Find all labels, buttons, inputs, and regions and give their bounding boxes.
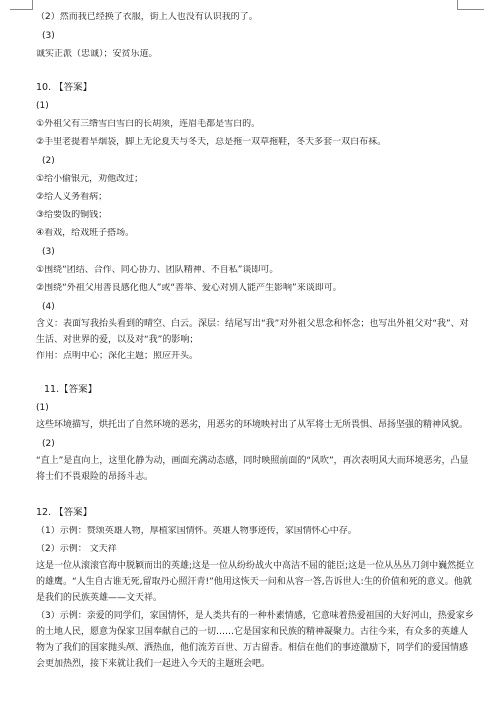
subquestion-number: (2) [42, 156, 55, 166]
answer-line: ②手里老提着旱烟袋，脚上无论夏天与冬天，总是拖一双草拖鞋，冬天多套一双白布袜。 [36, 137, 387, 147]
subquestion-number: (3) [42, 31, 55, 41]
answer-paragraph: 含义：表面写我抬头看到的晴空、白云。深层：结尾写出“我”对外祖父思念和怀念；也写出外祖父对“我”、对生活、对世界的爱，以及对“我”的影响； [36, 319, 469, 345]
document-page [36, 10, 476, 672]
subquestion-number: (3) [42, 247, 55, 257]
answer-line: （2）然而我已经换了衣服，街上人也没有认识我的了。 [36, 12, 258, 22]
answer-line: ④看戏，给戏班子搭场。 [36, 228, 135, 238]
answer-line: ③给要饭的铜钱； [36, 210, 108, 220]
answer-heading-12: 12. 【答案】 [36, 507, 93, 518]
answer-paragraph: 这些环境描写，烘托出了自然环境的恶劣，用恶劣的环境映衬出了从军将士无所畏惧、昂扬坚强的精神风貌。 [36, 420, 469, 430]
page-corner-mark-right [457, 0, 484, 10]
answer-line: ②围绕“外祖父用善良感化他人”或“善举、爱心对别人能产生影响”来谈即可。 [36, 283, 342, 293]
answer-paragraph: “直上”是直向上，这里化静为动，画面充满动态感，同时映照前面的“风吹”，再次表明风大而环境恶劣，凸显将士们不畏艰险的昂扬斗志。 [36, 456, 469, 482]
answer-line: 作用：点明中心；深化主题；照应开头。 [36, 351, 199, 361]
answer-heading-11: 11.【答案】 [44, 384, 98, 395]
answer-line: ②给人义务看病； [36, 192, 108, 202]
answer-heading-10: 10. 【答案】 [36, 82, 93, 93]
answer-line: （1）示例：赞颂英雄人物，厚植家国情怀。英雄人物事迹传，家国情怀心中存。 [36, 526, 357, 536]
page-corner-mark-left [10, 0, 33, 10]
subquestion-number: (1) [36, 403, 49, 413]
answer-line: ①围绕“团结、合作、同心协力、团队精神、不自私”谈即可。 [36, 265, 279, 275]
answer-line: （2）示例： 文天祥 [36, 544, 117, 554]
answer-line: 诚实正派（忠诚）；安贫乐道。 [36, 49, 158, 59]
answer-paragraph: 这是一位从滚滚官海中脱颖而出的英雄;这是一位从纷纷战火中高洁不屈的能臣;这是一位从丛丛刀剑中巍然挺立的雄鹰。“人生自古谁无死,留取丹心照汗青!”他用这恢天一问和从容一答,告诉世人:生的价值和死的意义。他就是我们的民族英雄——文天祥。 [36, 561, 475, 603]
answer-paragraph: （3）示例：亲爱的同学们，家国情怀，是人类共有的一种朴素情感，它意味着热爱祖国的大好河山，热爱家乡的土地人民，愿意为保家卫国奉献自己的一切……它是国家和民族的精神凝聚力。古往今来，有众多的英雄人物为了我们的国家抛头颅、洒热血，他们流芳百世、万古留香。相信在他们的事迹激励下，同学们的爱国情感会更加热烈，接下来就让我们一起进入今天的主题班会吧。 [36, 611, 474, 669]
subquestion-number: (2) [42, 439, 55, 449]
subquestion-number: (1) [36, 101, 49, 111]
answer-line: ①外祖父有三绺雪白雪白的长胡须，连眉毛都是雪白的。 [36, 119, 261, 129]
subquestion-number: (4) [42, 302, 55, 312]
answer-line: ①给小偷银元，劝他改过； [36, 174, 144, 184]
